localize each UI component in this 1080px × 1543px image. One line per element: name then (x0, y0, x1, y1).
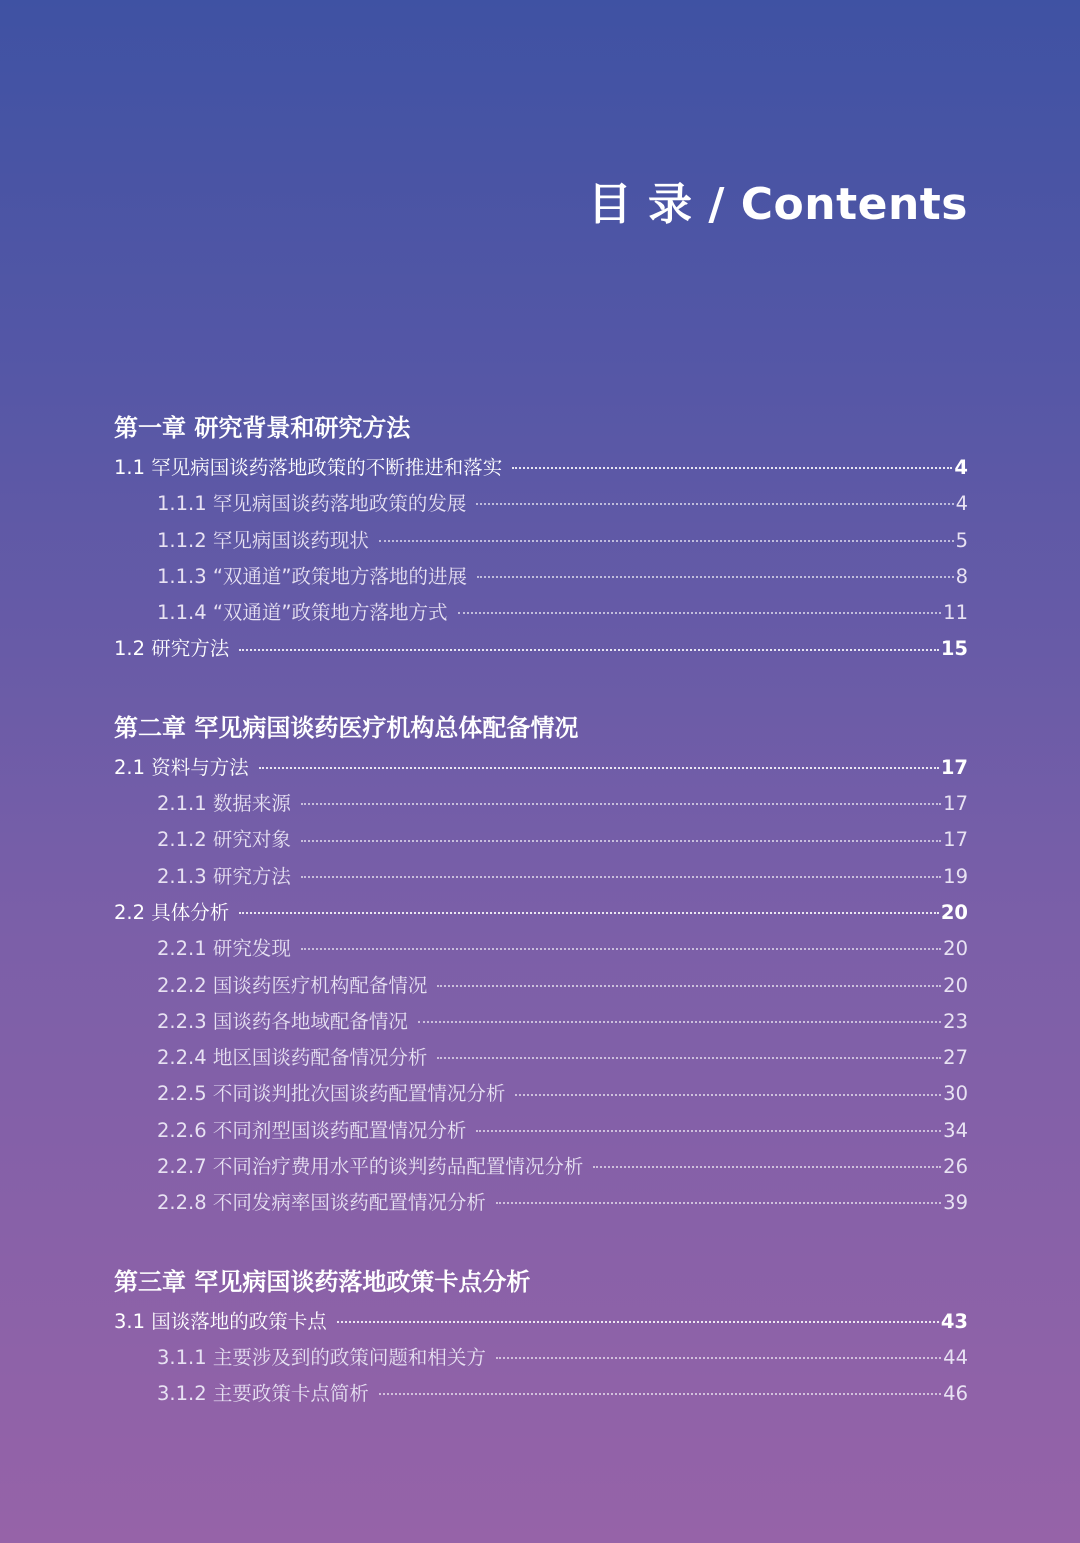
toc-entry-page: 20 (940, 900, 968, 924)
toc-entry[interactable] (114, 631, 968, 667)
toc-entry[interactable] (114, 968, 968, 1004)
toc-entry-label: 2.1.2 研究对象 (157, 828, 291, 852)
toc-entry-label: 2.2.2 国谈药医疗机构配备情况 (157, 973, 428, 997)
toc-entry-page: 4 (954, 456, 968, 479)
toc-entry-page: 17 (940, 755, 968, 779)
toc-entry-label: 2.1 资料与方法 (114, 755, 249, 779)
toc-entry-page: 27 (943, 1046, 968, 1070)
dot-leader (476, 1130, 941, 1132)
toc-entry[interactable] (114, 895, 968, 931)
dot-leader (477, 576, 954, 578)
toc-entry-page: 39 (943, 1191, 968, 1215)
toc-entry[interactable] (114, 1185, 968, 1221)
chapter-1 (114, 408, 968, 668)
dot-leader (418, 1021, 941, 1023)
dot-leader (437, 985, 941, 987)
toc-entry-page: 5 (955, 528, 968, 552)
dot-leader (496, 1202, 941, 1204)
toc-entry-label: 2.2.5 不同谈判批次国谈药配置情况分析 (157, 1082, 506, 1106)
toc-entry-label: 2.2.4 地区国谈药配备情况分析 (157, 1046, 428, 1070)
dot-leader (496, 1357, 941, 1359)
dot-leader (379, 1393, 941, 1395)
toc-entry-label: 1.1 罕见病国谈药落地政策的不断推进和落实 (114, 456, 503, 479)
toc-entry-page: 17 (943, 792, 968, 816)
toc-entry-label: 2.2.6 不同剂型国谈药配置情况分析 (157, 1118, 467, 1142)
toc-entry-label: 1.1.1 罕见病国谈药落地政策的发展 (157, 492, 467, 516)
dot-leader (337, 1321, 939, 1323)
toc-entry-page: 34 (943, 1118, 968, 1142)
toc-entry-page: 44 (943, 1345, 968, 1369)
toc-entry[interactable] (114, 931, 968, 967)
toc-entry-label: 2.2.7 不同治疗费用水平的谈判药品配置情况分析 (157, 1155, 584, 1179)
chapter-3 (114, 1262, 968, 1413)
toc-entry-page: 11 (943, 601, 968, 625)
chapter-heading: 第二章 罕见病国谈药医疗机构总体配备情况 (114, 713, 579, 742)
toc-entry-label: 1.2 研究方法 (114, 637, 230, 661)
chapter-heading: 第三章 罕见病国谈药落地政策卡点分析 (114, 1267, 531, 1296)
toc-entry[interactable] (114, 450, 968, 486)
chapter-heading: 第一章 研究背景和研究方法 (114, 414, 411, 442)
toc-entry-label: 1.1.4 “双通道”政策地方落地方式 (157, 601, 448, 625)
toc-entry[interactable] (114, 1340, 968, 1376)
dot-leader (301, 948, 941, 950)
toc-entry[interactable] (114, 1040, 968, 1076)
toc-entry-page: 8 (955, 564, 968, 588)
dot-leader (512, 467, 952, 469)
toc-entry[interactable] (114, 1376, 968, 1412)
dot-leader (301, 840, 941, 842)
toc-entry-label: 2.2 具体分析 (114, 900, 230, 924)
toc-entry-page: 20 (943, 973, 968, 997)
dot-leader (515, 1094, 941, 1096)
toc-entry-page: 23 (943, 1009, 968, 1033)
toc-entry-label: 2.2.3 国谈药各地域配备情况 (157, 1009, 408, 1033)
toc-entry-label: 1.1.2 罕见病国谈药现状 (157, 528, 369, 552)
toc-entry[interactable] (114, 859, 968, 895)
dot-leader (476, 503, 953, 505)
toc-entry-page: 26 (943, 1155, 968, 1179)
toc-entry[interactable] (114, 1304, 968, 1340)
toc-entry[interactable] (114, 750, 968, 786)
toc-entry-page: 30 (943, 1082, 968, 1106)
toc-entry-label: 3.1.2 主要政策卡点简析 (157, 1382, 369, 1406)
toc-entry[interactable] (114, 822, 968, 858)
toc-entry-label: 2.2.1 研究发现 (157, 937, 291, 961)
toc-entry-label: 3.1 国谈落地的政策卡点 (114, 1309, 327, 1333)
toc-entry-label: 2.2.8 不同发病率国谈药配置情况分析 (157, 1191, 486, 1215)
dot-leader (301, 803, 941, 805)
toc-entry[interactable] (114, 559, 968, 595)
toc-entry-page: 20 (943, 937, 968, 961)
toc-entry[interactable] (114, 1149, 968, 1185)
toc-entry[interactable] (114, 1113, 968, 1149)
toc-entry-label: 3.1.1 主要涉及到的政策问题和相关方 (157, 1345, 486, 1369)
toc-entry-page: 43 (940, 1309, 968, 1333)
dot-leader (379, 540, 954, 542)
toc-entry-page: 4 (955, 492, 968, 516)
dot-leader (437, 1057, 941, 1059)
toc-entry[interactable] (114, 1004, 968, 1040)
dot-leader (301, 876, 941, 878)
toc-entry[interactable] (114, 523, 968, 559)
toc-entry-label: 1.1.3 “双通道”政策地方落地的进展 (157, 564, 468, 588)
toc-entry-page: 15 (940, 637, 968, 661)
table-of-contents (114, 408, 968, 1453)
toc-entry-page: 19 (943, 864, 968, 888)
page-title: 目 录 / Contents (587, 179, 968, 230)
dot-leader (259, 767, 939, 769)
dot-leader (239, 649, 939, 651)
toc-entry-page: 46 (943, 1382, 968, 1406)
toc-entry-label: 2.1.1 数据来源 (157, 792, 291, 816)
toc-entry-label: 2.1.3 研究方法 (157, 864, 291, 888)
toc-entry-page: 17 (943, 828, 968, 852)
dot-leader (458, 612, 942, 614)
toc-entry[interactable] (114, 1076, 968, 1112)
toc-entry[interactable] (114, 786, 968, 822)
toc-entry[interactable] (114, 595, 968, 631)
dot-leader (239, 912, 939, 914)
chapter-2 (114, 708, 968, 1222)
dot-leader (593, 1166, 941, 1168)
toc-entry[interactable] (114, 486, 968, 522)
